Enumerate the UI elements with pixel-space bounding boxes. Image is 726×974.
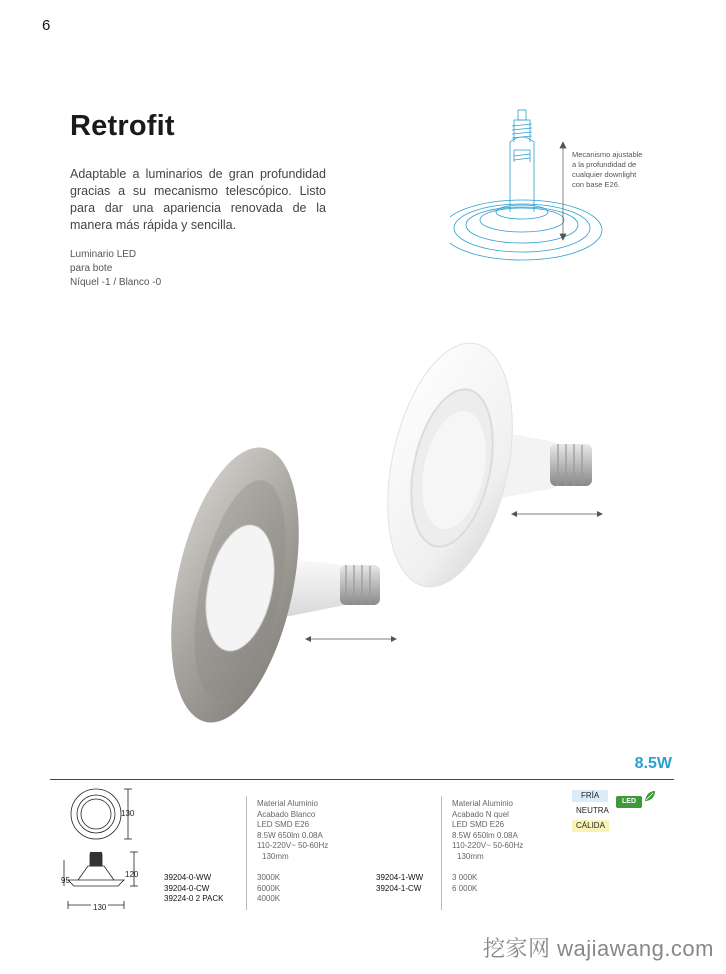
spec-block-white [257,799,328,862]
legend-neutral: NEUTRA [572,805,613,817]
product-photo-nickel [150,440,410,730]
subtitle-line: para bote [70,263,113,274]
spec-block-nickel [452,799,523,862]
note-line: Mecanismo ajustable [572,150,643,159]
temps-white [257,873,280,905]
color-temp: 3000K [257,873,281,882]
column-separator [441,796,442,910]
watermark: 挖家网 wajiawang.com [482,936,714,961]
subtitle-line: Níquel -1 / Blanco -0 [70,277,162,288]
subtitle-line: Luminario LED [70,249,137,260]
technical-drawing [60,784,150,914]
spec-line: Acabado Blanco [257,809,316,819]
column-separator [246,796,247,910]
dim-width-bottom: 130 [93,903,107,912]
spec-line: 130mm [457,851,484,861]
page-title: Retrofit [70,110,175,142]
spec-line: LED SMD E26 [257,820,310,829]
color-temp: 6000K [257,883,281,893]
dim-diameter-top: 130 [121,809,135,818]
color-temp: 6 000K [452,883,478,893]
product-description: Adaptable a luminarios de gran profundidad gracias a su mecanismo telescópico. Listo para dar una apariencia renovada de la manera más rápida y sencilla. [70,167,326,232]
legend-warm: CÁLIDA [572,820,609,832]
led-label: LED [616,796,642,808]
codes-nickel [376,873,423,894]
legend-cold: FRÍA [572,790,608,802]
codes-white [164,873,223,905]
page-number: 6 [42,17,51,34]
product-code: 39224-0 2 PACK [164,894,224,903]
product-code: 39204-0-CW [164,883,210,893]
note-line: a la profundidad de [572,160,637,169]
spec-line: 8.5W 650lm 0.08A [452,830,518,840]
note-line: cualquier downlight [572,170,637,179]
spec-line: Material Aluminio [257,799,318,808]
product-code: 39204-1-CW [376,883,422,893]
product-subtitle [70,248,161,290]
color-temp: 4000K [257,894,281,903]
leaf-icon [644,790,656,802]
size-arrow-white [510,508,604,520]
spec-line: 130mm [262,851,289,861]
temps-nickel [452,873,477,894]
section-divider [50,779,674,780]
product-code: 39204-1-WW [376,873,424,882]
dim-height-total: 120 [125,870,139,879]
product-photo-white [380,340,620,600]
led-badge [616,790,656,805]
dim-height-body: 95 [61,876,70,885]
power-rating: 8.5W [634,755,672,772]
spec-line: Material Aluminio [452,799,513,808]
note-line: con base E26. [572,180,620,189]
spec-line: 8.5W 650lm 0.08A [257,830,323,840]
mechanism-note [572,150,662,190]
color-temp: 3 000K [452,873,478,882]
size-arrow-nickel [304,633,398,645]
spec-line: Acabado N quel [452,809,509,819]
spec-line: 110-220V~ 50-60Hz [257,841,329,850]
spec-line: 110-220V~ 50-60Hz [452,841,524,850]
product-code: 39204-0-WW [164,873,212,882]
spec-line: LED SMD E26 [452,820,505,829]
